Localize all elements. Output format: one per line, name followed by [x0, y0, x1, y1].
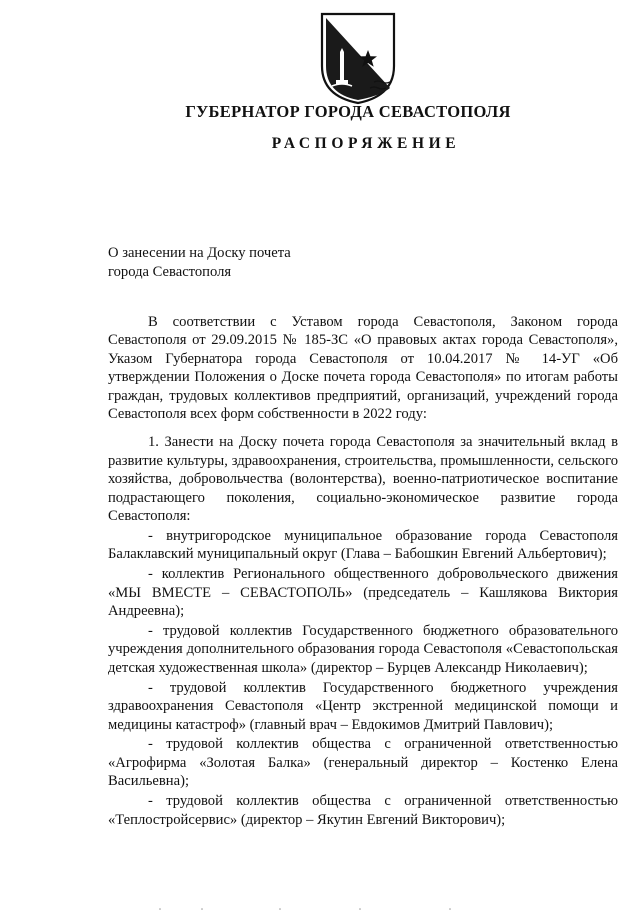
preamble-paragraph: В соответствии с Уставом города Севастополя, Законом города Севастополя от 29.09.2015 № 185-ЗС «О правовых актах города Севастополя», Указом Губернатора города Севастополя от 10.04.2017 № 14-УГ «Об утверждении Положения о Доске почета города Севастополя» по итогам работы граждан, трудовых коллективов предприятий, организаций, учреждений города Севастополя всех форм собственности в 2022 году: — [108, 314, 618, 423]
list-item: - трудовой коллектив Государственного бюджетного образовательного учреждения дополнительного образования города Севастополя «Севастопольская детская художественная школа» (директор – Бурцев Александр Николаевич); — [108, 623, 618, 676]
list-item: - коллектив Регионального общественного добровольческого движения «МЫ ВМЕСТЕ – СЕВАСТОПОЛЬ» (председатель – Кашлякова Виктория Андреевна); — [108, 566, 618, 620]
document-type: РАСПОРЯЖЕНИЕ — [271, 135, 461, 152]
list-item: - трудовой коллектив общества с ограниченной ответственностью «Теплостройсервис» (директор – Якутин Евгений Викторович); — [108, 793, 618, 828]
document-subject — [108, 244, 291, 282]
issuing-authority: ГУБЕРНАТОР ГОРОДА СЕВАСТОПОЛЯ — [185, 102, 511, 121]
list-item: - трудовой коллектив Государственного бюджетного учреждения здравоохранения Севастополя «Центр экстренной медицинской помощи и медицины катастроф» (главный врач – Евдокимов Дмитрий Павлович); — [108, 679, 618, 733]
sevastopol-coat-of-arms-emblem — [318, 10, 398, 105]
document-body — [108, 313, 618, 829]
list-item: - внутригородское муниципальное образование города Севастополя Балаклавский муниципальный округ (Глава – Бабошкин Евгений Альбертович); — [108, 527, 618, 563]
scan-noise-marks — [150, 905, 470, 913]
point-1-paragraph: 1. Занести на Доску почета города Севастополя за значительный вклад в развитие культуры, здравоохранения, строительства, промышленности, сельского хозяйства, добровольчества (волонтерства), военно-патриотическое воспитание подрастающего поколения, социально-экономическое развитие города Севастополя: — [108, 434, 618, 525]
subject-line-1: О занесении на Доску почета — [108, 245, 291, 261]
list-item: - трудовой коллектив общества с ограниченной ответственностью «Агрофирма «Золотая Балка» (генеральный директор – Костенко Елена Васильевна); — [108, 736, 618, 790]
subject-line-2: города Севастополя — [108, 264, 232, 280]
